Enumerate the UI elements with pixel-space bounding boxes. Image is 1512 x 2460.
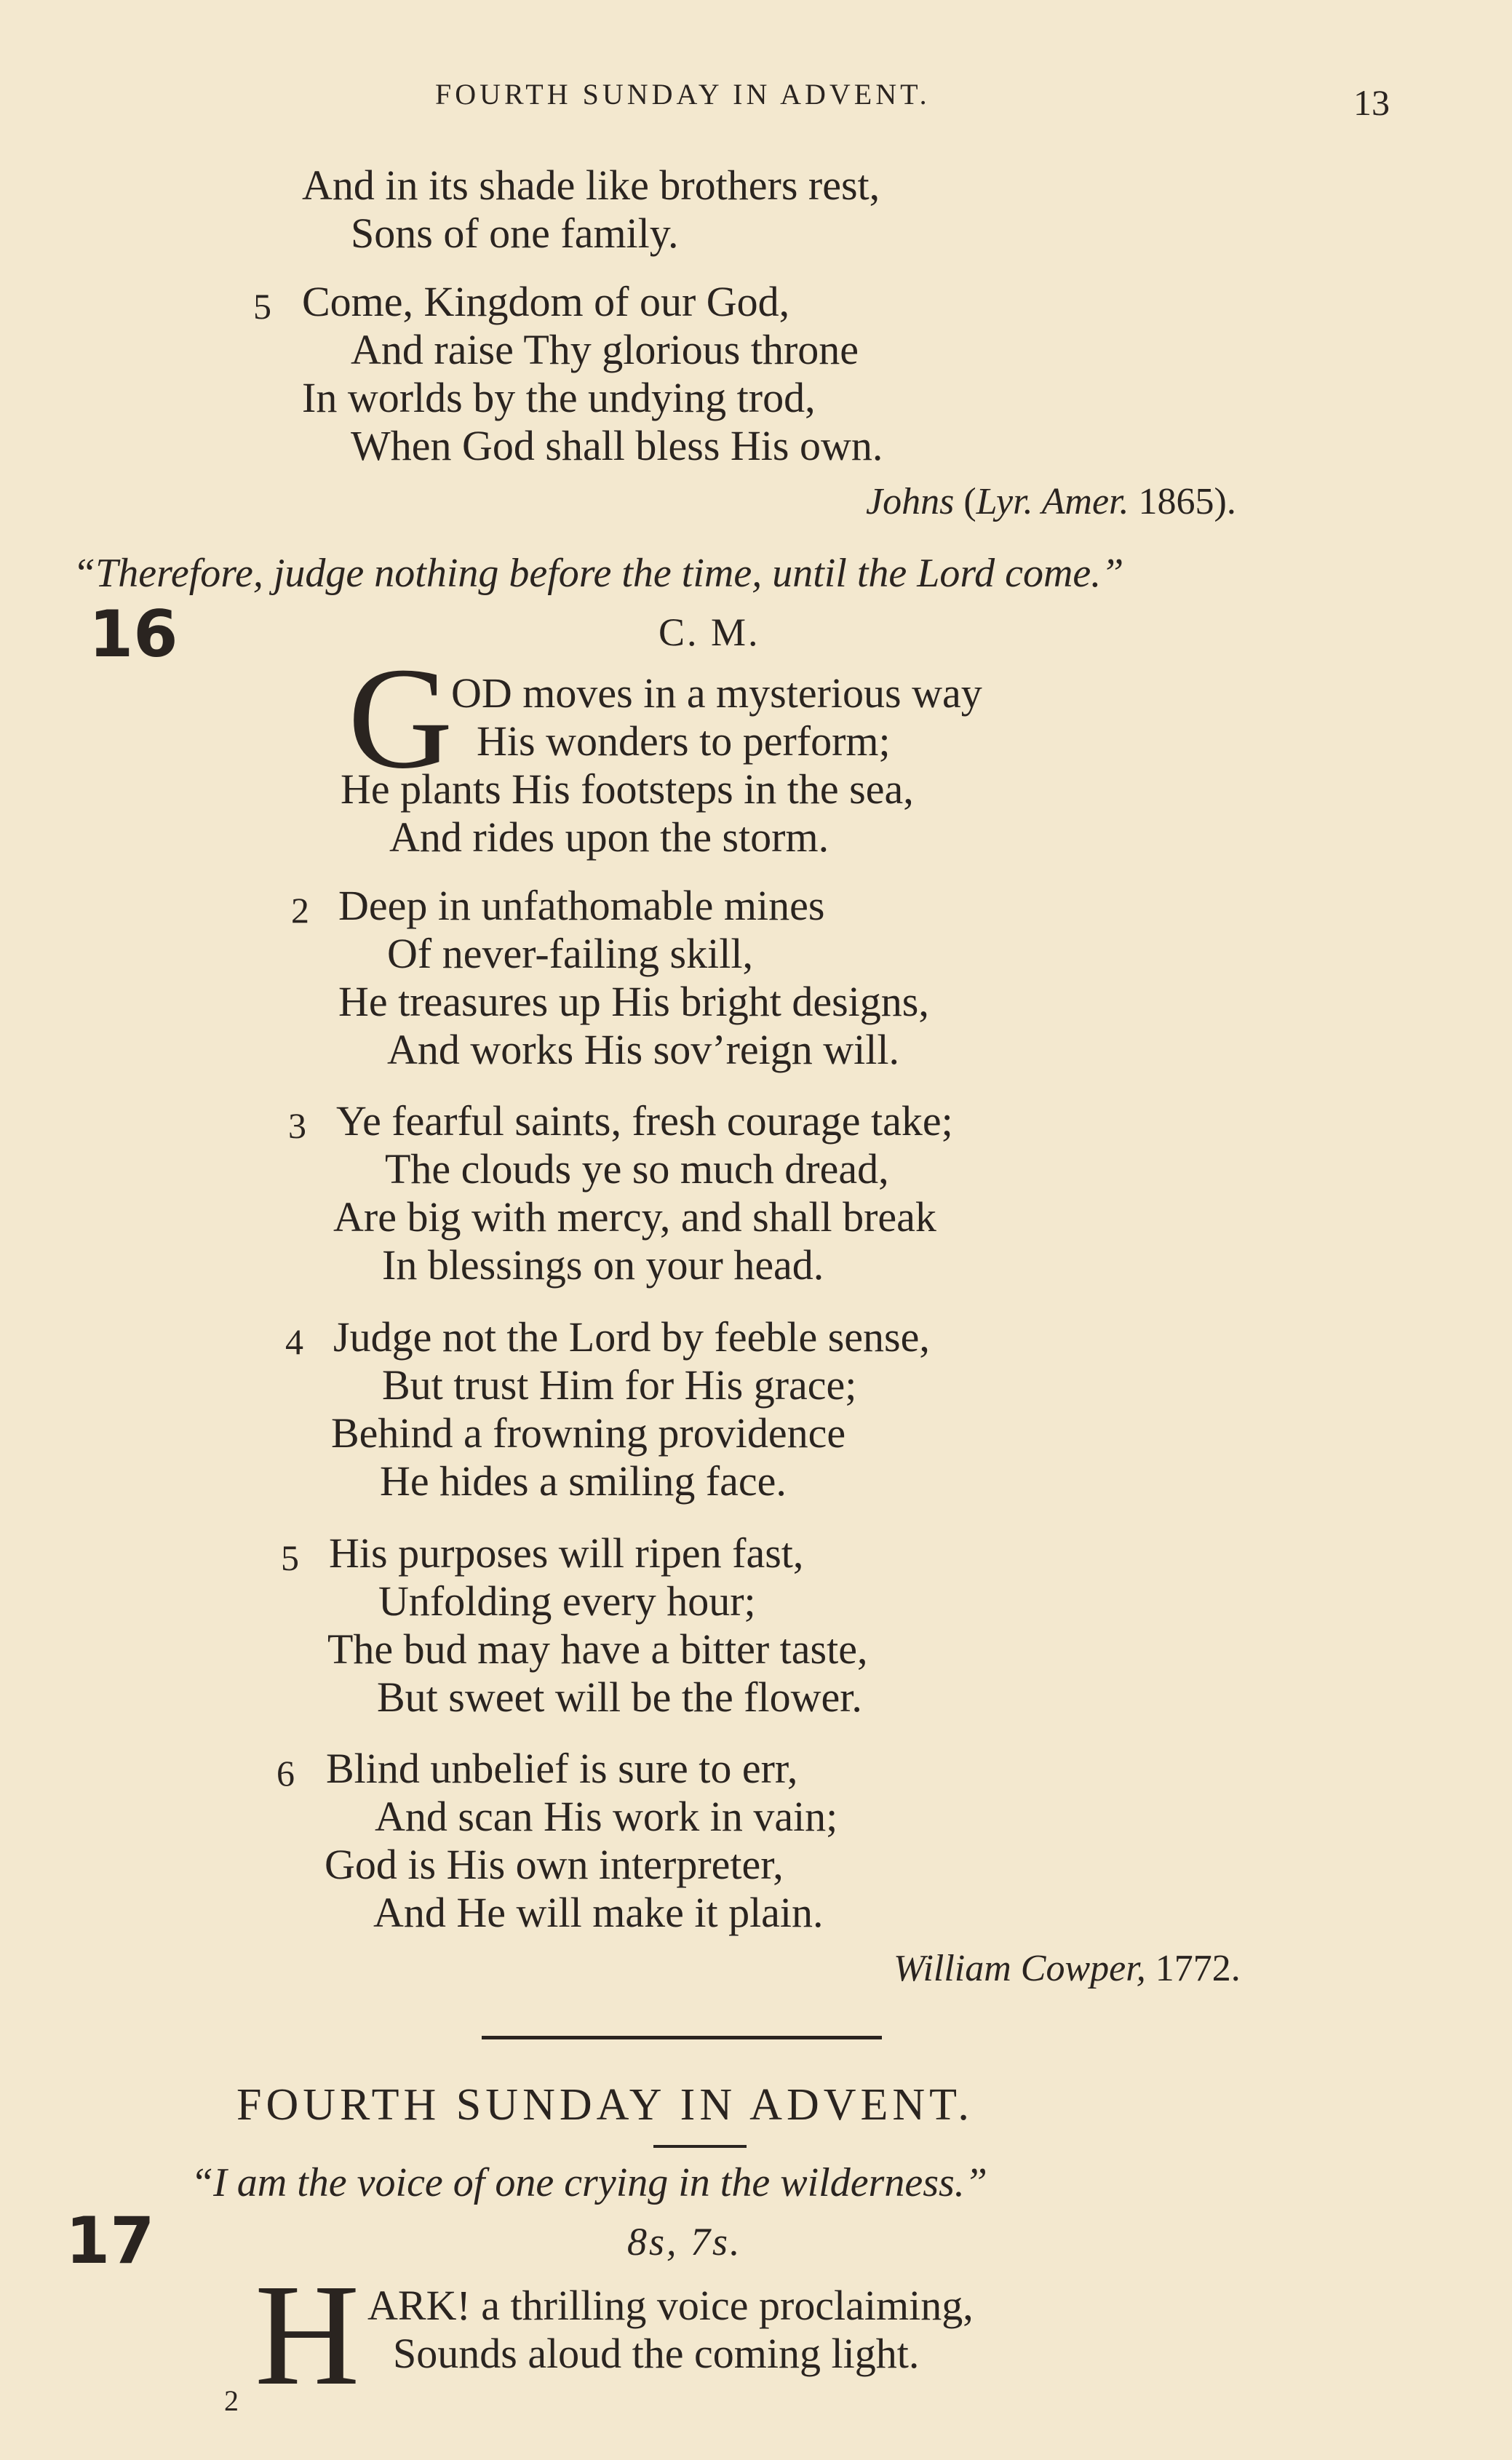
signature-mark: 2 bbox=[224, 2384, 239, 2417]
verse-line: And works His sov’reign will. bbox=[387, 1026, 900, 1073]
attribution-author: Johns bbox=[866, 481, 955, 522]
hymn-epigraph: “I am the voice of one crying in the wilderness.” bbox=[191, 2160, 987, 2205]
verse-line: His purposes will ripen fast, bbox=[329, 1529, 804, 1577]
attribution-paren: ( bbox=[963, 481, 976, 522]
drop-cap: H bbox=[255, 2255, 360, 2416]
verse-number: 5 bbox=[253, 286, 271, 327]
drop-cap: G bbox=[348, 638, 453, 799]
attribution bbox=[894, 1947, 1241, 1990]
section-divider bbox=[482, 2036, 882, 2039]
verse-line: In blessings on your head. bbox=[382, 1241, 824, 1289]
verse-line: Deep in unfathomable mines bbox=[338, 882, 825, 929]
attribution-author: William Cowper, bbox=[894, 1948, 1146, 1989]
verse-line: But sweet will be the flower. bbox=[377, 1673, 862, 1721]
verse-line: And rides upon the storm. bbox=[389, 813, 829, 861]
verse-line: Come, Kingdom of our God, bbox=[302, 278, 790, 325]
verse-line: He treasures up His bright designs, bbox=[338, 978, 929, 1025]
hymn-number: 16 bbox=[89, 597, 178, 672]
running-head: FOURTH SUNDAY IN ADVENT. bbox=[435, 78, 931, 111]
verse-number: 6 bbox=[276, 1753, 295, 1794]
verse-line: Of never-failing skill, bbox=[387, 930, 753, 977]
section-title: FOURTH SUNDAY IN ADVENT. bbox=[236, 2080, 974, 2130]
verse-line: Behind a frowning providence bbox=[331, 1409, 846, 1457]
hymn-number: 17 bbox=[65, 2203, 155, 2278]
hymn-meter: 8s, 7s. bbox=[627, 2220, 742, 2264]
verse-line: The clouds ye so much dread, bbox=[385, 1145, 889, 1193]
verse-line: And scan His work in vain; bbox=[375, 1793, 838, 1840]
verse-line: But trust Him for His grace; bbox=[382, 1361, 857, 1409]
verse-line: And in its shade like brothers rest, bbox=[302, 162, 880, 209]
verse-line: And He will make it plain. bbox=[373, 1889, 824, 1936]
verse-number: 4 bbox=[285, 1321, 303, 1362]
verse-line: Unfolding every hour; bbox=[378, 1577, 756, 1625]
verse-number: 3 bbox=[288, 1105, 306, 1146]
attribution-year: 1865). bbox=[1138, 481, 1236, 522]
verse-line: He plants His footsteps in the sea, bbox=[341, 765, 914, 813]
verse-line: God is His own interpreter, bbox=[325, 1841, 784, 1888]
verse-line: Are big with mercy, and shall break bbox=[333, 1193, 936, 1241]
verse-line: Judge not the Lord by feeble sense, bbox=[333, 1313, 930, 1361]
verse-line: He hides a smiling face. bbox=[380, 1457, 787, 1505]
verse-line: OD moves in a mysterious way bbox=[451, 669, 982, 717]
verse-line: His wonders to perform; bbox=[477, 717, 891, 765]
attribution bbox=[866, 480, 1236, 523]
verse-line: The bud may have a bitter taste, bbox=[327, 1625, 868, 1673]
verse-line: And raise Thy glorious throne bbox=[351, 326, 859, 373]
title-rule bbox=[653, 2145, 747, 2148]
verse-line: Blind unbelief is sure to err, bbox=[326, 1745, 798, 1792]
verse-line: When God shall bless His own. bbox=[351, 422, 883, 469]
hymn-meter: C. M. bbox=[658, 610, 760, 654]
page-number: 13 bbox=[1353, 82, 1390, 123]
verse-number: 5 bbox=[281, 1537, 299, 1578]
attribution-year: 1772. bbox=[1155, 1948, 1241, 1989]
verse-line: ARK! a thrilling voice proclaiming, bbox=[367, 2282, 974, 2329]
verse-number: 2 bbox=[291, 890, 309, 931]
attribution-source: Lyr. Amer. bbox=[976, 481, 1129, 522]
verse-line: Sounds aloud the coming light. bbox=[393, 2330, 920, 2377]
verse-line: Sons of one family. bbox=[351, 210, 679, 257]
verse-line: Ye fearful saints, fresh courage take; bbox=[336, 1097, 953, 1145]
verse-line: In worlds by the undying trod, bbox=[302, 374, 816, 421]
hymn-epigraph: “Therefore, judge nothing before the time, until the Lord come.” bbox=[73, 551, 1124, 596]
